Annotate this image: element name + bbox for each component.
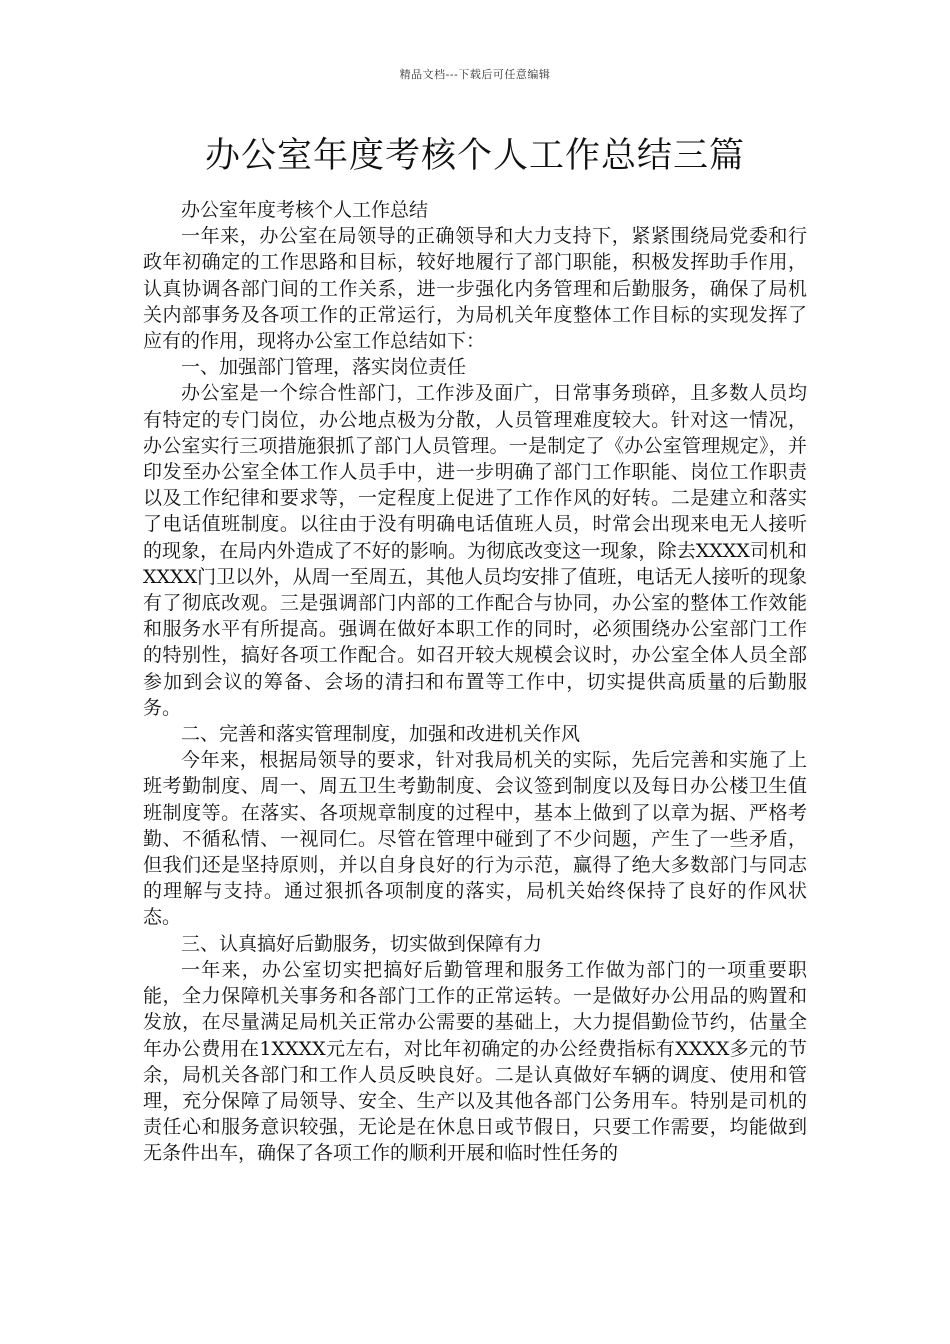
page-header-note: 精品文档---下载后可任意编辑: [399, 68, 551, 81]
document-subtitle: 办公室年度考核个人工作总结: [181, 199, 429, 221]
section-heading-2: 二、完善和落实管理制度，加强和改进机关作风: [181, 723, 581, 746]
paragraph-section-3: 一年来，办公室切实把搞好后勤管理和服务工作做为部门的一项重要职能，全力保障机关事务和各部门工作的正常运转。一是做好办公用品的购置和发放，在尽量满足局机关正常办公需要的基础上，大力提倡勤俭节约，估量全年办公费用在1XXXX元左右，对比年初确定的办公经费指标有XXXX多元的节余，局机关各部门和工作人员反映良好。二是认真做好车辆的调度、使用和管理，充分保障了局领导、安全、生产以及其他各部门公务用车。特别是司机的责任心和服务意识较强，无论是在休息日或节假日，只要工作需要，均能做到无条件出车，确保了各项工作的顺利开展和临时性任务的: [143, 958, 807, 1165]
document-body: [143, 197, 807, 1167]
paragraph-section-2: 今年来，根据局领导的要求，针对我局机关的实际，先后完善和实施了上班考勤制度、周一、周五卫生考勤制度、会议签到制度以及每日办公楼卫生值班制度等。在落实、各项规章制度的过程中，基本上做到了以章为据、严格考勤、不循私情、一视同仁。尽管在管理中碰到了不少问题，产生了一些矛盾，但我们还是坚持原则，并以自身良好的行为示范，赢得了绝大多数部门与同志的理解与支持。通过狠抓各项制度的落实，局机关始终保持了良好的作风状态。: [143, 749, 807, 929]
paragraph-section-1: 办公室是一个综合性部门，工作涉及面广，日常事务琐碎，且多数人员均有特定的专门岗位，办公地点极为分散，人员管理难度较大。针对这一情况，办公室实行三项措施狠抓了部门人员管理。一是制定了《办公室管理规定》，并印发至办公室全体工作人员手中，进一步明确了部门工作职能、岗位工作职责以及工作纪律和要求等，一定程度上促进了工作作风的好转。二是建立和落实了电话值班制度。以往由于没有明确电话值班人员，时常会出现来电无人接听的现象，在局内外造成了不好的影响。为彻底改变这一现象，除去XXXX司机和XXXX门卫以外，从周一至周五，其他人员均安排了值班，电话无人接听的现象有了彻底改观。三是强调部门内部的工作配合与协同，办公室的整体工作效能和服务水平有所提高。强调在做好本职工作的同时，必须围绕办公室部门工作的特别性，搞好各项工作配合。如召开较大规模会议时，办公室全体人员全部参加到会议的筹备、会场的清扫和布置等工作中，切实提供高质量的后勤服务。: [143, 382, 807, 719]
document-title: 办公室年度考核个人工作总结三篇: [204, 136, 745, 176]
paragraph-intro: 一年来，办公室在局领导的正确领导和大力支持下，紧紧围绕局党委和行政年初确定的工作思路和目标，较好地履行了部门职能，积极发挥助手作用，认真协调各部门间的工作关系，进一步强化内务管理和后勤服务，确保了局机关内部事务及各项工作的正常运行，为局机关年度整体工作目标的实现发挥了应有的作用，现将办公室工作总结如下：: [143, 225, 807, 353]
section-heading-3: 三、认真搞好后勤服务，切实做到保障有力: [181, 932, 543, 955]
section-heading-1: 一、加强部门管理，落实岗位责任: [181, 356, 467, 379]
